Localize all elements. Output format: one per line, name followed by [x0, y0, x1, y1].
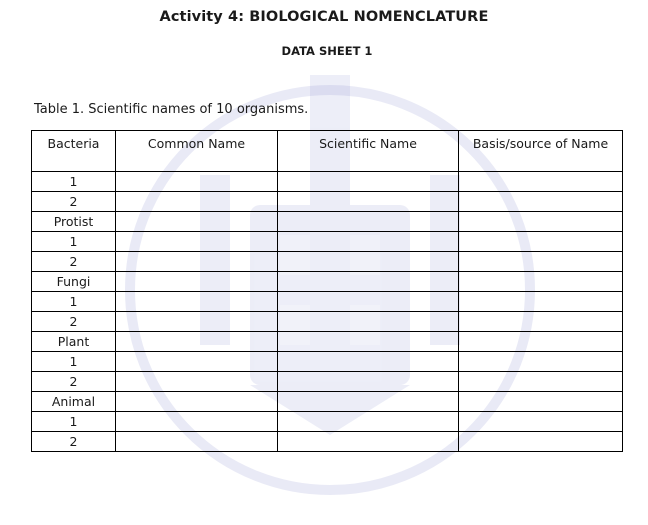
common-name-cell[interactable]: [116, 192, 278, 212]
table-row: [32, 352, 623, 372]
scientific-name-cell[interactable]: [278, 372, 459, 392]
common-name-cell[interactable]: [116, 412, 278, 432]
organisms-table: [31, 130, 623, 452]
table-row: [32, 272, 623, 292]
common-name-cell[interactable]: [116, 212, 278, 232]
row-label: 1: [32, 412, 116, 432]
table-caption: Table 1. Scientific names of 10 organisms.: [34, 102, 309, 117]
common-name-cell[interactable]: [116, 432, 278, 452]
row-label: 2: [32, 372, 116, 392]
scientific-name-cell[interactable]: [278, 192, 459, 212]
basis-source-cell[interactable]: [459, 312, 623, 332]
basis-source-cell[interactable]: [459, 172, 623, 192]
scientific-name-cell[interactable]: [278, 272, 459, 292]
table-header-row: [32, 131, 623, 172]
common-name-cell[interactable]: [116, 272, 278, 292]
row-label: Animal: [32, 392, 116, 412]
scientific-name-cell[interactable]: [278, 172, 459, 192]
row-label: 1: [32, 172, 116, 192]
activity-title: Activity 4: BIOLOGICAL NOMENCLATURE: [159, 9, 489, 25]
scientific-name-cell[interactable]: [278, 212, 459, 232]
header-scientific-name: Scientific Name: [278, 131, 459, 172]
basis-source-cell[interactable]: [459, 332, 623, 352]
common-name-cell[interactable]: [116, 312, 278, 332]
table-row: [32, 332, 623, 352]
basis-source-cell[interactable]: [459, 412, 623, 432]
basis-source-cell[interactable]: [459, 432, 623, 452]
basis-source-cell[interactable]: [459, 352, 623, 372]
scientific-name-cell[interactable]: [278, 312, 459, 332]
common-name-cell[interactable]: [116, 292, 278, 312]
basis-source-cell[interactable]: [459, 212, 623, 232]
row-label: 1: [32, 352, 116, 372]
common-name-cell[interactable]: [116, 372, 278, 392]
table-row: [32, 432, 623, 452]
table-row: [32, 292, 623, 312]
table-row: [32, 412, 623, 432]
table-row: [32, 172, 623, 192]
table-row: [32, 372, 623, 392]
header-common-name: Common Name: [116, 131, 278, 172]
header-category: Bacteria: [32, 131, 116, 172]
row-label: 2: [32, 312, 116, 332]
scientific-name-cell[interactable]: [278, 232, 459, 252]
scientific-name-cell[interactable]: [278, 432, 459, 452]
scientific-name-cell[interactable]: [278, 392, 459, 412]
header-basis-source: Basis/source of Name: [459, 131, 623, 172]
basis-source-cell[interactable]: [459, 192, 623, 212]
scientific-name-cell[interactable]: [278, 352, 459, 372]
table-row: [32, 392, 623, 412]
common-name-cell[interactable]: [116, 392, 278, 412]
data-sheet-label: DATA SHEET 1: [281, 44, 373, 58]
row-label: 2: [32, 192, 116, 212]
row-label: 1: [32, 292, 116, 312]
row-label: Fungi: [32, 272, 116, 292]
table-row: [32, 212, 623, 232]
common-name-cell[interactable]: [116, 232, 278, 252]
scientific-name-cell[interactable]: [278, 292, 459, 312]
basis-source-cell[interactable]: [459, 232, 623, 252]
common-name-cell[interactable]: [116, 352, 278, 372]
row-label: Plant: [32, 332, 116, 352]
common-name-cell[interactable]: [116, 332, 278, 352]
scientific-name-cell[interactable]: [278, 252, 459, 272]
row-label: 1: [32, 232, 116, 252]
common-name-cell[interactable]: [116, 172, 278, 192]
table-row: [32, 232, 623, 252]
scientific-name-cell[interactable]: [278, 412, 459, 432]
basis-source-cell[interactable]: [459, 272, 623, 292]
row-label: Protist: [32, 212, 116, 232]
basis-source-cell[interactable]: [459, 292, 623, 312]
table-row: [32, 252, 623, 272]
basis-source-cell[interactable]: [459, 372, 623, 392]
basis-source-cell[interactable]: [459, 252, 623, 272]
row-label: 2: [32, 432, 116, 452]
common-name-cell[interactable]: [116, 252, 278, 272]
row-label: 2: [32, 252, 116, 272]
basis-source-cell[interactable]: [459, 392, 623, 412]
table-row: [32, 312, 623, 332]
table-row: [32, 192, 623, 212]
scientific-name-cell[interactable]: [278, 332, 459, 352]
